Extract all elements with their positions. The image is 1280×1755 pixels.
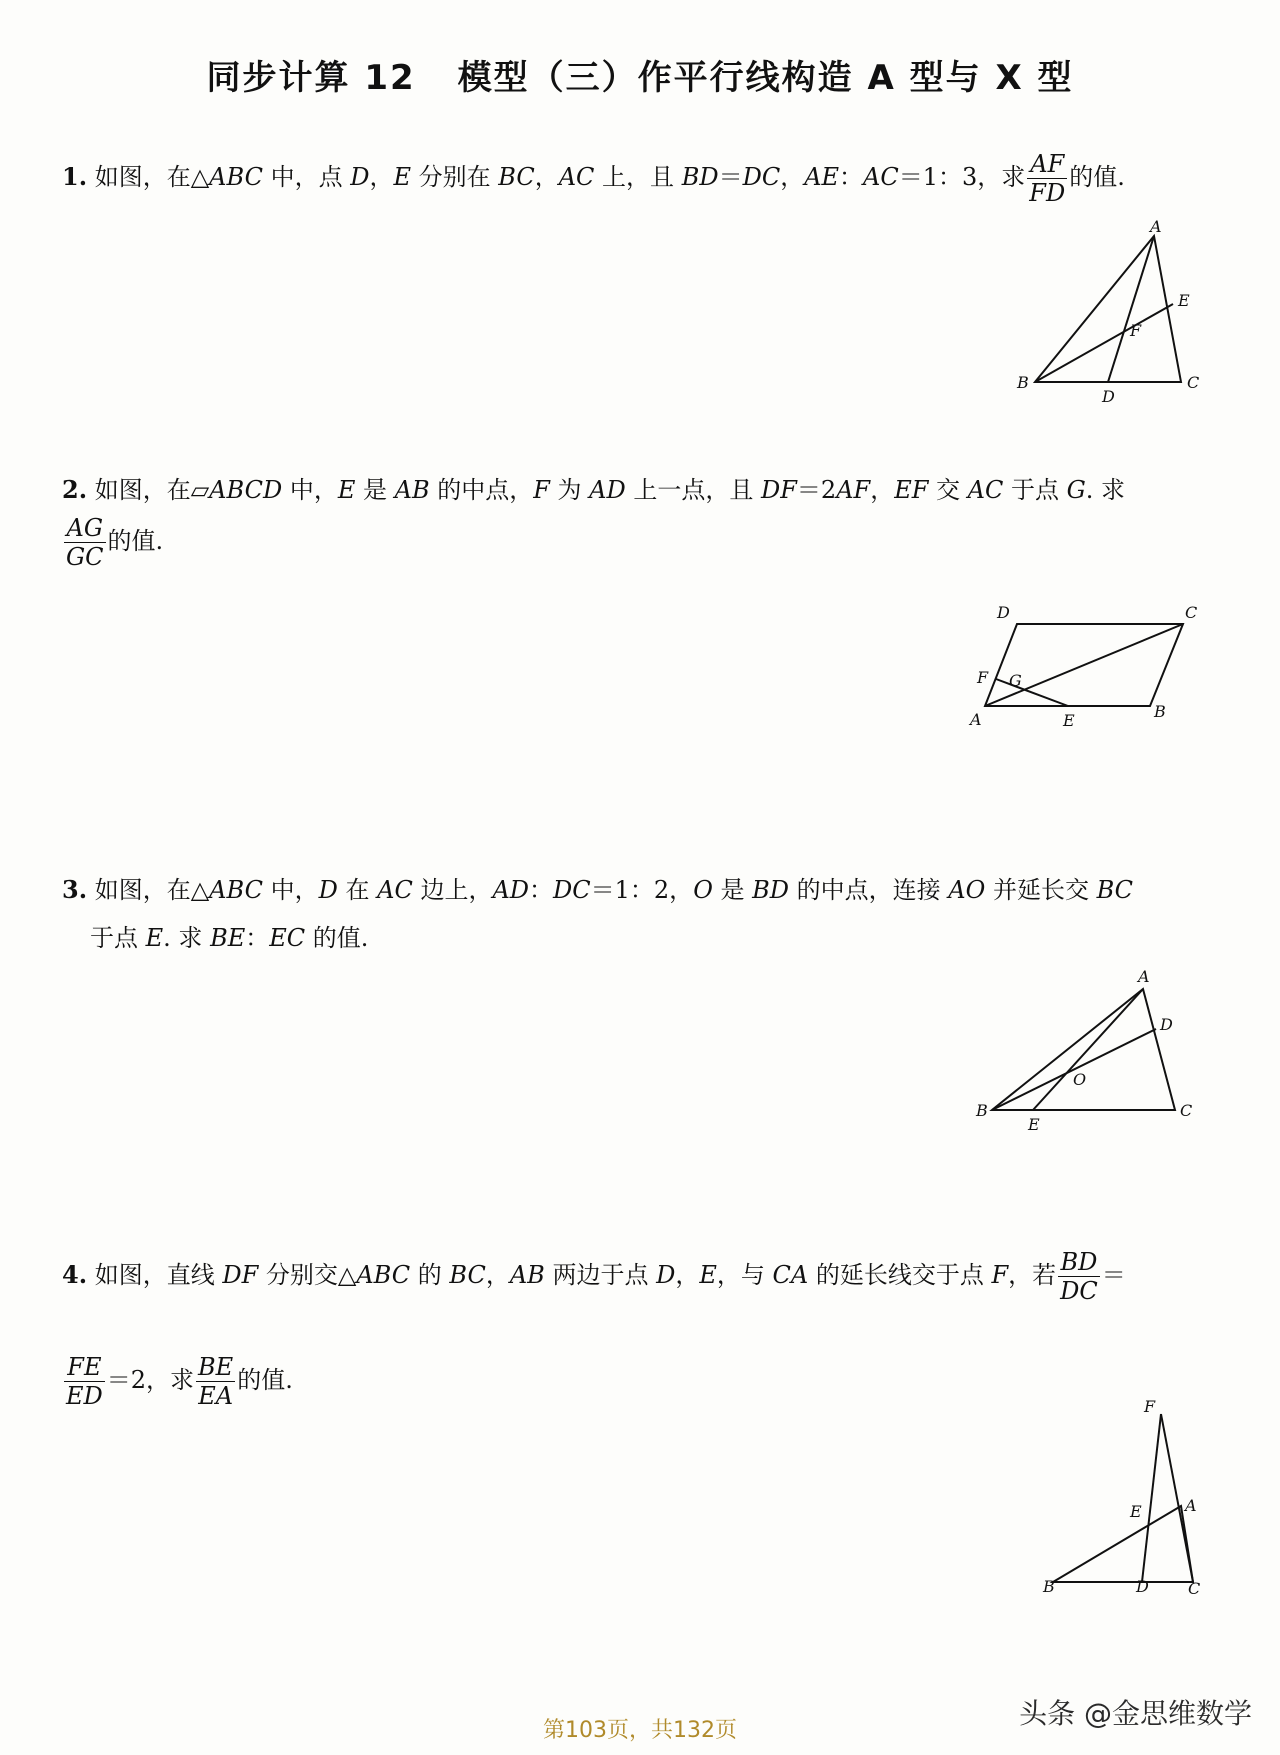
var: AF	[836, 476, 871, 504]
text: 分别交△	[258, 1261, 357, 1289]
label-e: E	[1130, 1502, 1142, 1521]
var: ABC	[209, 163, 263, 191]
text: 的值.	[305, 924, 369, 952]
label-f: F	[1130, 321, 1142, 340]
fraction-denominator: DC	[1060, 1277, 1098, 1305]
label-a: A	[970, 710, 982, 729]
var: E	[145, 924, 164, 952]
title-topic: 模型（三）作平行线构造 A 型与 X 型	[457, 58, 1074, 98]
text: ：	[245, 924, 270, 952]
label-b: B	[1043, 1577, 1055, 1596]
fraction-numerator: AF	[1027, 150, 1067, 179]
text: 上，且	[594, 163, 682, 191]
fraction-numerator: AG	[64, 514, 106, 543]
segment-ad	[1108, 236, 1154, 382]
var: ABC	[356, 1261, 411, 1289]
fraction	[196, 1353, 235, 1410]
text: 如图，在△	[94, 876, 210, 904]
figure-1	[1010, 217, 1200, 406]
var: O	[693, 876, 713, 904]
text: 于点	[90, 924, 146, 952]
text: ：	[839, 163, 864, 191]
text: ＝1：2，	[590, 876, 694, 904]
text: 是	[712, 876, 753, 904]
text: 的	[410, 1261, 450, 1289]
fraction	[64, 1353, 105, 1410]
text: 交	[928, 476, 968, 504]
label-b: B	[1154, 702, 1166, 721]
text: ，	[780, 163, 805, 191]
figure-4	[1030, 1397, 1210, 1600]
title-lesson: 同步计算 12	[206, 58, 416, 98]
page-footer: 第103页，共132页	[543, 1718, 737, 1743]
text: 在	[337, 876, 378, 904]
label-b: B	[1017, 373, 1029, 392]
figure-2	[965, 600, 1205, 735]
fraction-denominator: GC	[66, 543, 104, 571]
text: 中，	[282, 476, 338, 504]
text: ＝2，求	[106, 1366, 195, 1394]
var: D	[318, 876, 338, 904]
text: 于点	[1003, 476, 1067, 504]
problem-3	[62, 866, 1222, 962]
text: ＝	[718, 163, 743, 191]
var: AB	[509, 1261, 545, 1289]
text: ，	[369, 163, 394, 191]
var: AO	[948, 876, 986, 904]
label-f: F	[977, 668, 989, 687]
segment-ac	[985, 624, 1183, 706]
text: 如图，在▱	[94, 476, 210, 504]
triangle-abc	[992, 989, 1175, 1110]
label-a: A	[1185, 1496, 1197, 1515]
var: D	[350, 163, 370, 191]
watermark: 头条 @金思维数学	[1019, 1697, 1252, 1730]
text: 中，	[262, 876, 319, 904]
text: 边上，	[412, 876, 493, 904]
var: EC	[269, 924, 306, 952]
text: ，	[870, 476, 895, 504]
text: 上一点，且	[625, 476, 762, 504]
var: F	[991, 1261, 1009, 1289]
text: ＝	[1101, 1261, 1126, 1289]
var: DC	[742, 163, 781, 191]
var: DF	[761, 476, 797, 504]
text: 为	[549, 476, 590, 504]
problem-number: 3.	[62, 875, 88, 904]
triangle-abc	[1053, 1506, 1193, 1582]
text: 如图，直线	[94, 1261, 223, 1289]
text: 两边于点	[544, 1261, 657, 1289]
var: E	[393, 163, 411, 191]
label-b: B	[976, 1101, 988, 1120]
text: 中，点	[262, 163, 351, 191]
fraction-denominator: ED	[66, 1382, 103, 1410]
label-e: E	[1028, 1115, 1040, 1134]
fraction-numerator: BE	[198, 1353, 234, 1381]
var: ABC	[209, 876, 263, 904]
label-o: O	[1073, 1070, 1087, 1089]
fraction-numerator: FE	[64, 1353, 105, 1382]
text: ，与	[716, 1261, 773, 1289]
problem-1	[62, 150, 1222, 207]
var: BD	[681, 163, 719, 191]
label-e: E	[1178, 291, 1190, 310]
text: 并延长交	[985, 876, 1097, 904]
var: E	[337, 476, 356, 504]
problem-number: 1.	[62, 162, 88, 191]
label-d: D	[1136, 1577, 1149, 1596]
var: G	[1066, 476, 1086, 504]
label-c: C	[1185, 603, 1198, 622]
segment-ae	[1033, 989, 1143, 1110]
var: BE	[210, 924, 246, 952]
text: 分别在	[411, 163, 499, 191]
text: . 求	[1085, 476, 1126, 504]
fraction	[64, 514, 106, 571]
var: E	[699, 1261, 717, 1289]
label-c: C	[1188, 1579, 1201, 1598]
text: 是	[355, 476, 395, 504]
problem-number: 2.	[62, 475, 88, 504]
fraction-denominator: EA	[198, 1382, 234, 1410]
label-e: E	[1063, 711, 1075, 730]
var: DF	[222, 1261, 259, 1289]
label-a: A	[1138, 967, 1150, 986]
page-title	[0, 50, 1280, 99]
figure-3	[970, 967, 1210, 1140]
label-c: C	[1180, 1101, 1193, 1120]
var: BC	[449, 1261, 486, 1289]
text: ：	[529, 876, 554, 904]
text: ，	[675, 1261, 700, 1289]
text: 的值.	[1069, 163, 1125, 191]
var: AD	[492, 876, 530, 904]
var: AE	[804, 163, 840, 191]
fraction	[1027, 150, 1067, 207]
var: BD	[752, 876, 790, 904]
var: AC	[558, 163, 595, 191]
var: BC	[1096, 876, 1134, 904]
var: AC	[377, 876, 413, 904]
text: 的值.	[107, 527, 164, 555]
label-a: A	[1150, 217, 1162, 236]
var: F	[533, 476, 550, 504]
var: D	[656, 1261, 676, 1289]
text: ＝1：3，求	[898, 163, 1026, 191]
text: . 求	[163, 924, 211, 952]
problem-4	[62, 1248, 1222, 1410]
var: CA	[772, 1261, 809, 1289]
text: 的中点，连接	[789, 876, 949, 904]
var: AD	[589, 476, 626, 504]
text: 如图，在△	[94, 163, 210, 191]
segment-be	[1035, 304, 1173, 382]
problem-2	[62, 466, 1222, 571]
label-d: D	[1102, 387, 1115, 406]
fraction-numerator: BD	[1058, 1248, 1100, 1277]
label-f: F	[1144, 1397, 1156, 1416]
label-d: D	[997, 603, 1010, 622]
text: ，	[534, 163, 559, 191]
var: ABCD	[209, 476, 283, 504]
var: AB	[394, 476, 430, 504]
var: EF	[894, 476, 929, 504]
problem-number: 4.	[62, 1260, 88, 1289]
fraction	[1058, 1248, 1100, 1305]
text: 的延长线交于点	[808, 1261, 992, 1289]
var: BC	[498, 163, 535, 191]
var: AC	[863, 163, 899, 191]
segment-fd	[1142, 1414, 1161, 1582]
label-g: G	[1009, 671, 1022, 690]
text: ＝2	[796, 476, 837, 504]
fraction-denominator: FD	[1029, 179, 1066, 207]
var: AC	[967, 476, 1004, 504]
text: ，	[485, 1261, 510, 1289]
label-c: C	[1187, 373, 1200, 392]
segment-ef	[996, 679, 1068, 706]
triangle-abc	[1035, 236, 1181, 382]
label-d: D	[1160, 1015, 1173, 1034]
text: ，若	[1008, 1261, 1057, 1289]
text: 的值.	[237, 1366, 293, 1394]
text: 的中点，	[429, 476, 534, 504]
var: DC	[553, 876, 591, 904]
